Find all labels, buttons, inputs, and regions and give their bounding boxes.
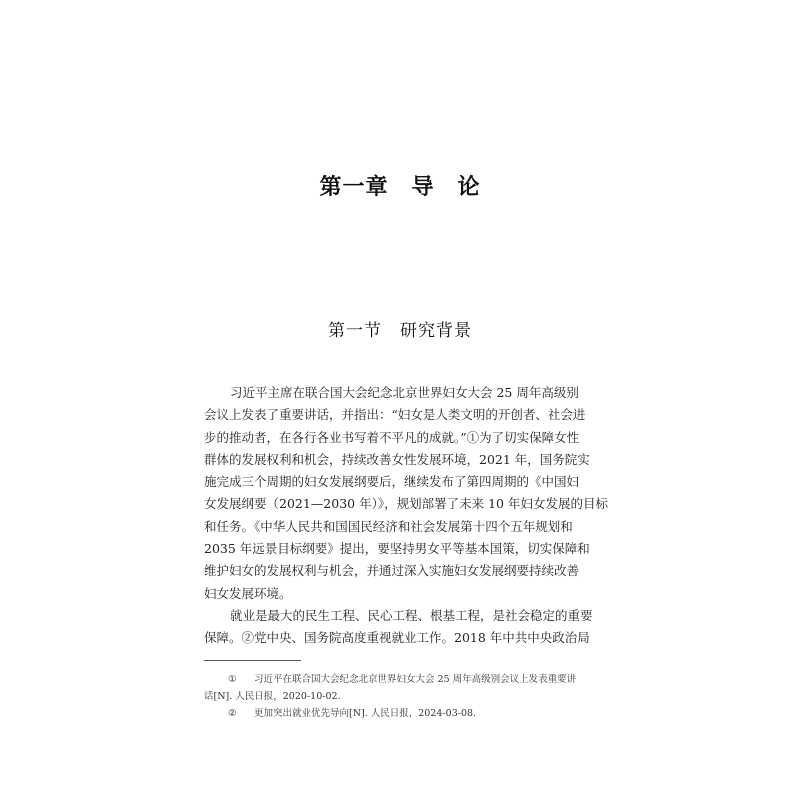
footnote-1-continued <box>204 688 608 705</box>
paragraph-line: 和任务。《中华人民共和国国民经济和社会发展第十四个五年规划和 <box>204 518 573 534</box>
footnote-text: 习近平在联合国大会纪念北京世界妇女大会 25 周年高级别会议上发表重要讲 <box>254 674 577 685</box>
paragraph-line: 就业是最大的民生工程、民心工程、根基工程，是社会稳定的重要 <box>230 607 593 623</box>
paragraph-line: 维护妇女的发展权利与机会，并通过深入实施妇女发展纲要持续改善 <box>204 563 580 579</box>
body-text <box>204 382 608 650</box>
paragraph-line: 群体的发展权利和机会，持续改善女性发展环境，2021 年，国务院实 <box>204 451 590 467</box>
footnote-2 <box>204 705 608 722</box>
footnote-text: 更加突出就业优先导向[N]. 人民日报，2024-03-08. <box>254 708 477 719</box>
footnote-1 <box>204 671 608 688</box>
paragraph-line: 2035 年远景目标纲要》提出，要坚持男女平等基本国策，切实保障和 <box>204 541 590 557</box>
paragraph-line: 女发展纲要（2021—2030 年）》，规划部署了未来 10 年妇女发展的目标 <box>204 496 608 512</box>
paragraph-line: 保障。②党中央、国务院高度重视就业工作。2018 年中共中央政治局 <box>204 630 590 646</box>
section-title: 第一节 研究背景 <box>328 321 472 341</box>
footnote-text: 话[N]. 人民日报，2020-10-02. <box>204 691 341 702</box>
paragraph-line: 施完成三个周期的妇女发展纲要后，继续发布了第四周期的《中国妇 <box>204 474 580 490</box>
paragraph-line: 习近平主席在联合国大会纪念北京世界妇女大会 25 周年高级别 <box>230 385 579 400</box>
footnote-divider <box>204 660 301 661</box>
paragraph-line: 步的推动者，在各行各业书写着不平凡的成就。”①为了切实保障女性 <box>204 429 580 445</box>
paragraph-line: 妇女发展环境。 <box>204 585 292 601</box>
footnotes <box>204 671 608 722</box>
footnote-marker: ② <box>228 708 237 719</box>
chapter-title: 第一章 导 论 <box>319 175 481 200</box>
footnote-marker: ① <box>228 674 237 685</box>
paragraph-line: 会议上发表了重要讲话，并指出：“妇女是人类文明的开创者、社会进 <box>204 407 586 423</box>
